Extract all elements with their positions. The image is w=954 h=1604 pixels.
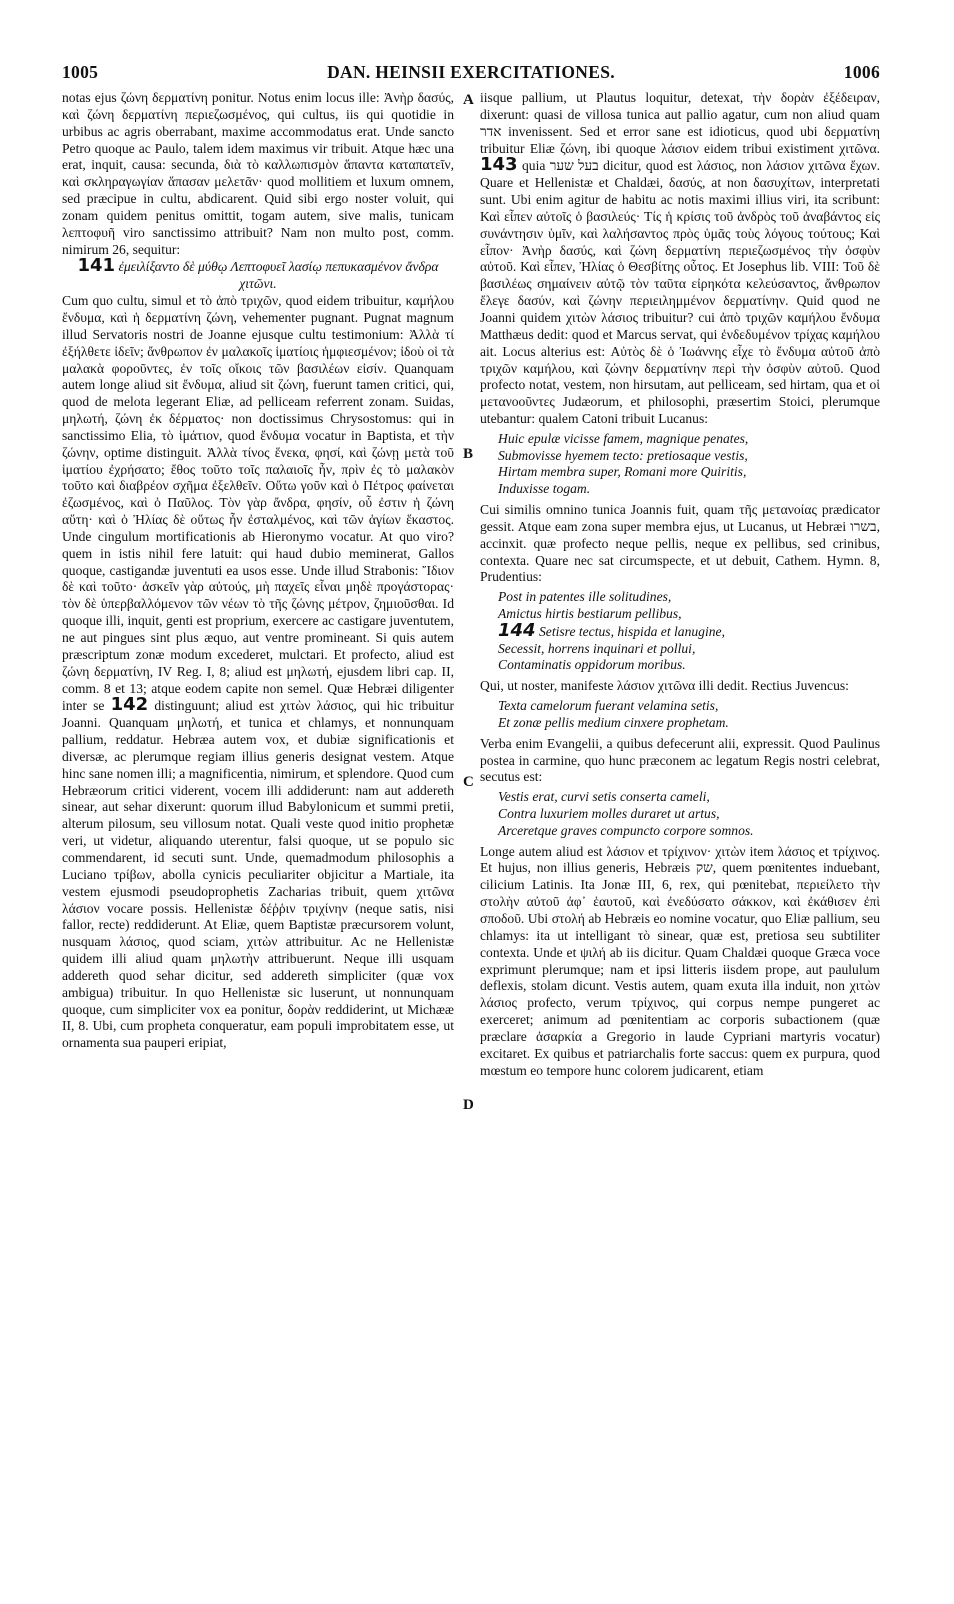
verse-line: Contra luxuriem molles duraret ut artus, [498,806,720,822]
verse-line [498,619,880,641]
verse-line-text: Setisre tectus, hispida et lanugine, [538,623,725,639]
verse-line: Secessit, horrens inquinari et pollui, [498,640,696,656]
page-number-right: 1006 [843,62,880,82]
verse-block-paulinus [498,789,880,839]
paragraph: notas ejus ζώνη δερματίνη ponitur. Notus enim locus ille: Ἀνὴρ δασύς, καὶ ζώνη δερματίνη περιεζωσμένος, qui cultus, iis qui quotidie in urbibus ac agris oberrabant, maxime accommodatus erat. Unde sancto Petro quoque ac Paulo, talem idem maximus vir tribuit. Atque hæc una erat, inquit, causa: secunda, διὰ τὸ καλλωπισμὸν ἅπαντα καταπατεῖν, καὶ σκληραγωγίαν ἅπασαν μελετᾶν· quod mollitiem et luxum omnem, sed præcipue in cultu, abdicarent. Quid sibi ergo noster voluit, qui zonam quidem penitus omittit, togam autem, sive malis, tunicam λεπτοφυῆ viro sanctissimo attribuit? Nam non multo post, comm. nimirum 26, sequitur: [62,90,454,257]
margin-letter-b: B [463,446,474,462]
verse-line: Amictus hirtis bestiarum pellibus, [498,606,682,622]
page-number-left: 1005 [62,62,99,82]
margin-letter-c: C [463,774,474,790]
verse-line: Vestis erat, curvi setis conserta cameli, [498,789,710,805]
paragraph-text: iisque pallium, ut Plautus loquitur, detexat, τὴν δορὰν ἐξέδειραν, dixerunt: quasi de villosa tunica aut pallio agatur, cum non aliud quam אדר invenissent. Sed et error sane est idioticus, quod ubi δερματίνη tribuitur Eliæ ζώνη, ibi quoque λάσιον eidem tribui existiment χιτῶνα. [480,90,880,156]
left-column [62,90,454,1052]
paragraph: Longe autem aliud est λάσιον et τρίχινον· χιτὼν item λάσιος et τρίχινος. Et hujus, non illius generis, Hebræis שק, quem pœnitentes induebant, cilicium Latinis. Ita Jonæ III, 6, rex, qui pœnitebat, περιείλετο τὴν στολὴν αὐτοῦ ἀφ᾽ ἑαυτοῦ, καὶ ἐνεδύσατο σάκκον, καὶ ἐκάθισεν ἐπὶ σποδοῦ. Ubi στολή ab Hebræis eo nomine vocatur, quo Eliæ pallium, seu chlamys: ita ut intelligant τὸ sinear, quæ est, pretiosa seu subtiliter contexta. Unde et ψιλή ab iis dicitur. Quam Chaldæi quoque Græca voce exprimunt plerumque; nam et ipsi litteris iisdem prope, aut paululum deflexis, stolam dicunt. Vestis autem, quam exuta illa induit, non χιτὼν λάσιος profecto, verum τρίχινος, qui corpus nempe pungeret ac exerceret; animum ad pœnitentiam ac corporis subactionem (quæ præclare ἀσαρκία a Gregorio in laude Cypriani martyris vocatur) excitaret. Ex quibus et patriarchalis forte saccus: quem ex purpura, quod mœstum eo tempore hunc colorem judicarent, etiam [480,843,880,1078]
paragraph: Qui, ut noster, manifeste λάσιον χιτῶνα illi dedit. Rectius Juvencus: [480,678,849,694]
right-column [480,90,880,1079]
section-number-141: 141 [77,255,116,277]
verse-block-juvencus [498,698,880,732]
section-number-143: 143 [480,154,518,176]
verse-line: Post in patentes ille solitudines, [498,589,672,605]
verse-block-lucanus [498,431,880,498]
verse-line: Texta camelorum fuerant velamina setis, [498,698,719,714]
page-header [62,62,880,86]
verse-line: Arceretque graves compuncto corpore somnos. [498,822,754,838]
paragraph-text: distinguunt; aliud est χιτὼν λάσιος, qui hic tribuitur Joanni. Quanquam μηλωτή, et tunica et chlamys, et nonnunquam pallium, reddatur. Hebræa autem vox, et dubiæ significationis et diversæ, ac plerumque regiam illius generis designat vestem. Atque hinc sane nomen illi; a magnificentia, nimirum, et splendore. Quod cum Hebræorum critici viderent, vocem illi addiderunt: nam aut addereth sinear, aut sehar dixerunt: quorum illud Babylonicum et summi pretii, alterum pilosum, seu villosum notat. Quali veste quod initio prophetæ veri, ut videtur, aliquando uterentur, falsi quoque, ut se populo sic commendarent, id secuti sunt. Unde, quemadmodum philosophis a Luciano τρίβων, abolla cynicis peculiariter objicitur a Martiale, ita vestem ejusmodi pseudoprophetis Zacharias tribuit, quem χιτῶνα λάσιον vocare possis. Hellenistæ δέῤῥιν τριχίνην (neque satis, nisi fallor, recte) reddiderunt. At Eliæ, quem Baptistæ præcursorem volunt, nusquam λάσιος, quod sciam, χιτὼν attribuitur. Ac ne Hellenistæ quidem illi aliud quam μηλωτὴν attribuerunt. Neque illi usquam addereth quod sehar dicitur, sed addereth simpliciter (quæ vox ambigua) tribuitur. In quo Hellenistæ sic luserunt, ut nonnunquam quoque, cum simpliciter vox ea ponitur, δορὰν reddiderint, ut Michææ II, 8. Ubi, cum propheta conqueratur, eam populi improbitatem esse, ut ornamenta sua pauperi eripiat, [62,698,454,1051]
verse-line: Induxisse togam. [498,481,591,497]
verse-line: Hirtam membra super, Romani more Quiritis, [498,464,747,480]
running-title: DAN. HEINSII EXERCITATIONES. [327,62,615,82]
paragraph [62,293,454,1052]
verse-line: Contaminatis oppidorum moribus. [498,657,686,673]
paragraph: Verba enim Evangelii, a quibus defecerunt alii, expressit. Quod Paulinus postea in carmine, quo hunc præconem ac legatum Regis nostri celebrat, secutus est: [480,735,880,785]
paragraph [480,90,880,428]
paragraph-text: Cum quo cultu, simul et τὸ ἀπὸ τριχῶν, quod eidem tribuitur, καμήλου ἔνδυμα, καὶ ἡ δερματίνη ζώνη, vehementer pugnant. Pugnat magnum illud Servatoris nostri de Joanne ejusque cultu testimonium: Ἀλλὰ τί ἐξήλθετε ἰδεῖν; ἄνθρωπον ἐν μαλακοῖς ἱματίοις ἠμφιεσμένον; ἰδοὺ οἱ τὰ μαλακὰ φοροῦντες, ἐν τοῖς οἴκοις τῶν βασιλέων εἰσίν. Quanquam autem longe aliud sit ἔνδυμα, aliud sit ζώνη, fuerunt tamen critici, qui, quod de melota legerant Eliæ, ad pelliceam referrent zonam. Suidas, μηλωτή, ζώνη ἐκ δέρματος· non doctissimus Chrysostomus: qui in sanctissimo Elia, τὸ ἱμάτιον, quod ἔνδυμα vocatur in Baptista, et τὴν ζώνην, optime distinguit. Ἀλλὰ τίνος ἕνεκα, φησί, καὶ ζώνῃ μετὰ τοῦ ἱματίου ἐχρήσατο; ἔθος τοῦτο τοῖς παλαιοῖς ἦν, πρὶν ἐς τὸ μαλακὸν τοῦτο καὶ διαβρέον σχῆμα ἐξελθεῖν. Οὕτω γοῦν καὶ ὁ Πέτρος φαίνεται ἐζωσμένος, καὶ ὁ Παῦλος. Τὸν γὰρ ἄνδρα, φησίν, οὗ ἐστιν ἡ ζώνη αὕτη· καὶ ὁ Ἠλίας δὲ οὕτως ἦν ἐσταλμένος, καὶ τῶν ἁγίων ἕκαστος. Unde cingulum mortificationis ab Hieronymo vocatur. At quo viro? quem in istis nihil fere latuit: qui haud dubio meminerat, Gallos quoque, castigandæ juventuti ea usos esse. Unde illud Strabonis: Ἴδιον δὲ καὶ τοῦτο· ἀσκεῖν γὰρ αὐτούς, μὴ παχεῖς εἶναι μηδὲ προγάστορας· τὸν δὲ ὑπερβαλλόμενον τῶν νέων τὸ τῆς ζώνης μέτρον, ζημιοῦσθαι. Id quoque illi, inquit, genti est proprium, exercere ac castigare juventutem, ne aut pingues sint plus æquo, aut ventre promineant. Si quis autem præscriptum zonæ modum excederet, mulctari. Et profecto, aliud est ζώνη δερματίνη, IV Reg. I, 8; aliud est μηλωτή, ejusdem libri cap. II, comm. 8 et 13; atque eodem capite non semel. Quæ Hebræi diligenter inter se [62,293,454,714]
quoted-verse-141 [62,255,454,293]
paragraph: Cui similis omnino tunica Joannis fuit, quam τῆς μετανοίας prædicator gessit. Atque eam zona super membra ejus, ut Lucanus, ut Hebræi בשרו, accinxit. quæ profecto neque pellis, neque ex pellibus, sed crinibus, contexta. Quare nec sat circumspecte, et ut debuit, Cathem. Hymn. 8, Prudentius: [480,502,880,585]
verse-block-prudentius [498,589,880,674]
verse-line: Submovisse hyemem tecto: pretiosaque vestis, [498,447,748,463]
margin-letter-a: A [463,92,474,108]
paragraph-text: quia בעל שער dicitur, quod est λάσιος, non λάσιον χιτῶνα ἔχων. Quare et Hellenistæ et Chaldæi, δασύς, at non δασυχίτων, interpretati sunt. Ubi enim agitur de habitu ac notis maximi illius viri, ita scribunt: Καὶ εἶπεν αὐτοῖς ὁ βασιλεύς· Τίς ἡ κρίσις τοῦ ἀνδρὸς τοῦ ἀναβάντος εἰς συνάντησιν ὑμῖν, καὶ λαλήσαντος πρὸς ὑμᾶς τοὺς λόγους τούτους; Καὶ εἶπον· Ἀνὴρ δασύς, καὶ ζώνη δερματίνη περιεζωσμένος τὴν ὀσφὺν αὐτοῦ. Καὶ εἶπεν, Ἠλίας ὁ Θεσβίτης οὗτος. Et Josephus lib. VIII: Τοῦ δὲ βασιλέως σημαίνειν αὐτῷ τὸν ταῦτα εἰρηκότα κελεύσαντος, ἄνθρωπον ἔλεγε δασύν, καὶ ζώνην περιειλημμένον δερματίνην. Quid quod ne Joanni quidem χιτὼν λάσιος tribuitur? cui ἀπὸ τριχῶν καμήλου ἔνδυμα Matthæus dedit: quod et Marcus servat, qui ἐνδεδυμένον τρίχας καμήλου ait. Locus alterius est: Αὐτὸς δὲ ὁ Ἰωάννης εἶχε τὸ ἔνδυμα αὐτοῦ ἀπὸ τριχῶν καμήλου, καὶ ζώνην δερματίνην περὶ τὴν ὀσφὺν αὐτοῦ. Quod profecto notat, vestem, non hirsutam, aut pelliceam, sed hirtam, qua et οἱ μετανοοῦντες Judæorum, et philosophi, præsertim Stoici, plerumque utebantur: qualem Catoni tribuit Lucanus: [480,158,880,427]
margin-letter-d: D [463,1097,474,1113]
section-number-142: 142 [110,694,149,716]
greek-verse: ἐμειλίξαντο δὲ μύθῳ Λεπτοφυεῖ λασίῳ πεπυκασμένον ἄνδρα χιτῶνι. [118,259,439,292]
section-number-144: 144 [498,619,536,641]
verse-line: Huic epulæ vicisse famem, magnique penates, [498,430,749,446]
verse-line: Et zonæ pellis medium cinxere prophetam. [498,714,729,730]
